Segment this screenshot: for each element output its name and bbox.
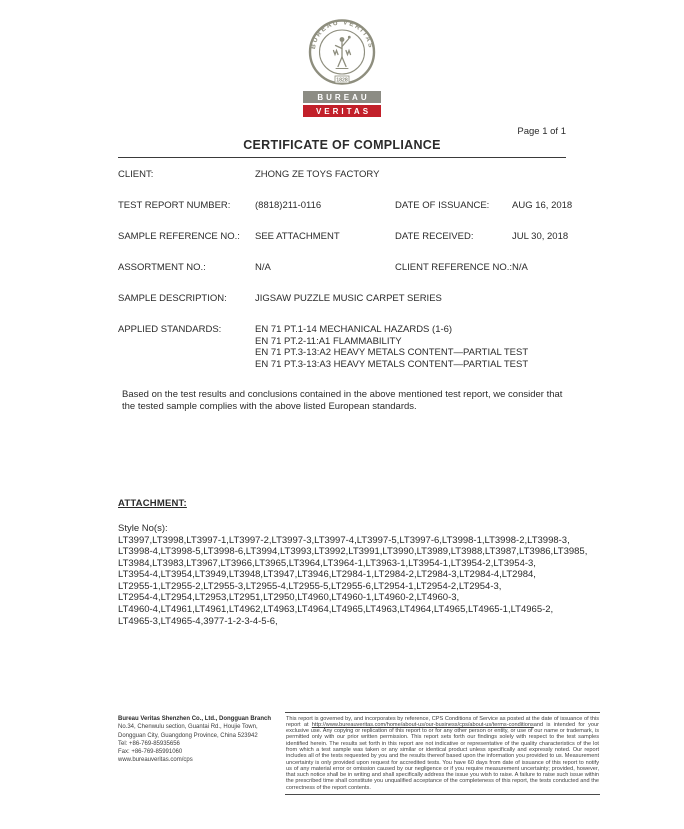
logo-bar-veritas	[303, 105, 381, 117]
company-name: Bureau Veritas Shenzhen Co., Ltd., Dongguan Branch	[118, 716, 272, 722]
certificate-body	[118, 126, 588, 627]
style-numbers-line: LT2955-1,LT2955-2,LT2955-3,LT2955-4,LT2955-5,LT2955-6,LT2954-1,LT2954-2,LT2954-3,	[118, 580, 502, 592]
compliance-statement: Based on the test results and conclusions contained in the above mentioned test report, we consider that the tested sample complies with the above listed European standards.	[122, 389, 563, 412]
logo-bar-bureau	[303, 91, 381, 103]
assortment-value: N/A	[255, 262, 271, 273]
style-numbers-line: LT3954-4,LT3954,LT3949,LT3948,LT3947,LT3946,LT2984-1,LT2984-2,LT2984-3,LT2984-4,LT2984,	[118, 569, 536, 581]
seal-figure-icon	[334, 36, 351, 69]
bureau-veritas-logo	[0, 18, 684, 117]
field-row-sample-description	[118, 293, 566, 305]
client-label: CLIENT:	[118, 169, 154, 180]
style-numbers-line: LT2954-4,LT2954,LT2953,LT2951,LT2950,LT4960,LT4960-1,LT4960-2,LT4960-3,	[118, 592, 460, 604]
test-report-number-label: TEST REPORT NUMBER:	[118, 200, 231, 211]
test-report-number-value: (8818)211-0116	[255, 200, 322, 211]
footer-address-block	[118, 712, 273, 765]
terms-conditions-link[interactable]: http://www.bureauveritas.com/home/about-us/our-business/cps/about-us/terms-conditions	[311, 721, 534, 728]
page-title: CERTIFICATE OF COMPLIANCE	[118, 138, 566, 158]
sample-description-value: JIGSAW PUZZLE MUSIC CARPET SERIES	[255, 293, 442, 304]
date-of-issuance-value: AUG 16, 2018	[512, 200, 573, 211]
bureau-veritas-seal-icon	[304, 18, 380, 88]
applied-standard-line: EN 71 PT.2-11:A1 FLAMMABILITY	[255, 335, 402, 347]
address-line: Dongguan City, Guangdong Province, China 523942	[118, 732, 258, 739]
sample-reference-value: SEE ATTACHMENT	[255, 231, 340, 242]
seal-ring-text: BUREAU VERITAS	[309, 19, 375, 50]
style-numbers-list	[118, 534, 588, 628]
style-numbers-line: LT3984,LT3983,LT3967,LT3966,LT3965,LT3964,LT3964-1,LT3963-1,LT3954-1,LT3954-2,LT3954-3,	[118, 557, 536, 569]
field-row-applied-standards	[118, 324, 566, 370]
applied-standard-line: EN 71 PT.3-13:A3 HEAVY METALS CONTENT—PARTIAL TEST	[255, 358, 529, 370]
client-reference-label: CLIENT REFERENCE NO.:	[395, 262, 513, 273]
style-numbers-line: LT3997,LT3998,LT3997-1,LT3997-2,LT3997-3,LT3997-4,LT3997-5,LT3997-6,LT3998-1,LT3998-2,LT3998-3,	[118, 534, 570, 546]
legal-text-pre: This report is governed by, and incorporates by reference, CPS Conditions of Service as posted at the date of issuance of this report at	[286, 715, 599, 728]
page-indicator: Page 1 of 1	[517, 126, 566, 137]
applied-standard-line: EN 71 PT.3-13:A2 HEAVY METALS CONTENT—PARTIAL TEST	[255, 347, 529, 358]
fax-number: Fax: +86-769-85991060	[118, 749, 183, 756]
attachment-heading: ATTACHMENT:	[118, 498, 187, 509]
legal-text-post: and is intended for your exclusive use. Any copying or replication of this report to or for any other person or entity, or use of our name or trademark, is permitted only with our prior written permission. This report sets forth our findings solely with respect to the test samples identified herein. The results set forth in this report are not indicative or representative of the quality characteristics of the lot from which a test sample was taken or any similar or identical product unless specifically and expressly noted. Our report includes all of the tests requested by you and the results thereof based upon the information you provided to us. Measurement uncertainty is only provided upon request for accredited tests. You have 60 days from date of issuance of this report to notify us of any material error or omission caused by our negligence or if you require measurement uncertainty; provided, however, that such notice shall be in writing and shall specifically address the issue you wish to raise. A failure to raise such issue within the prescribed time shall constitute you unqualified acceptance of the completeness of this report, the tests conducted and the correctness of the report contents.	[286, 721, 600, 791]
page-footer	[118, 712, 600, 795]
field-row-client	[118, 169, 566, 181]
client-reference-value: N/A	[512, 262, 528, 273]
logo-bar-bureau-label: BUREAU	[317, 92, 370, 102]
website-url: www.bureauveritas.com/cps	[118, 757, 193, 764]
date-of-issuance-label: DATE OF ISSUANCE:	[395, 200, 490, 211]
style-numbers-line: LT3998-4,LT3998-5,LT3998-6,LT3994,LT3993,LT3992,LT3991,LT3990,LT3989,LT3988,LT3987,LT3986,LT3985,	[118, 546, 588, 558]
applied-standards-values	[255, 324, 566, 370]
field-row-assortment	[118, 262, 566, 274]
phone-number: Tel: +86-769-85935656	[118, 740, 180, 747]
applied-standards-label: APPLIED STANDARDS:	[118, 324, 222, 335]
style-numbers-line: LT4965-3,LT4965-4,3977-1-2-3-4-5-6,	[118, 615, 278, 627]
field-row-sample-reference	[118, 231, 569, 243]
footer-legal-text	[285, 712, 600, 795]
sample-reference-label: SAMPLE REFERENCE NO.:	[118, 231, 240, 242]
date-received-value: JUL 30, 2018	[512, 231, 569, 242]
client-value: ZHONG ZE TOYS FACTORY	[255, 169, 380, 180]
address-line: No.34, Chenwulu section, Guantai Rd., Houjie Town,	[118, 724, 258, 731]
seal-year: 1828	[336, 77, 348, 84]
assortment-label: ASSORTMENT NO.:	[118, 262, 206, 273]
style-numbers-line: LT4960-4,LT4961,LT4961,LT4962,LT4963,LT4964,LT4965,LT4963,LT4964,LT4965,LT4965-1,LT4965-2,	[118, 604, 554, 616]
date-received-label: DATE RECEIVED:	[395, 231, 474, 242]
certificate-fields	[118, 169, 573, 370]
sample-description-label: SAMPLE DESCRIPTION:	[118, 293, 227, 304]
field-row-report-number	[118, 200, 573, 212]
applied-standard-line: EN 71 PT.1-14 MECHANICAL HAZARDS (1-6)	[255, 324, 453, 335]
logo-bar-veritas-label: VERITAS	[315, 106, 372, 116]
style-numbers-label: Style No(s):	[118, 523, 168, 534]
